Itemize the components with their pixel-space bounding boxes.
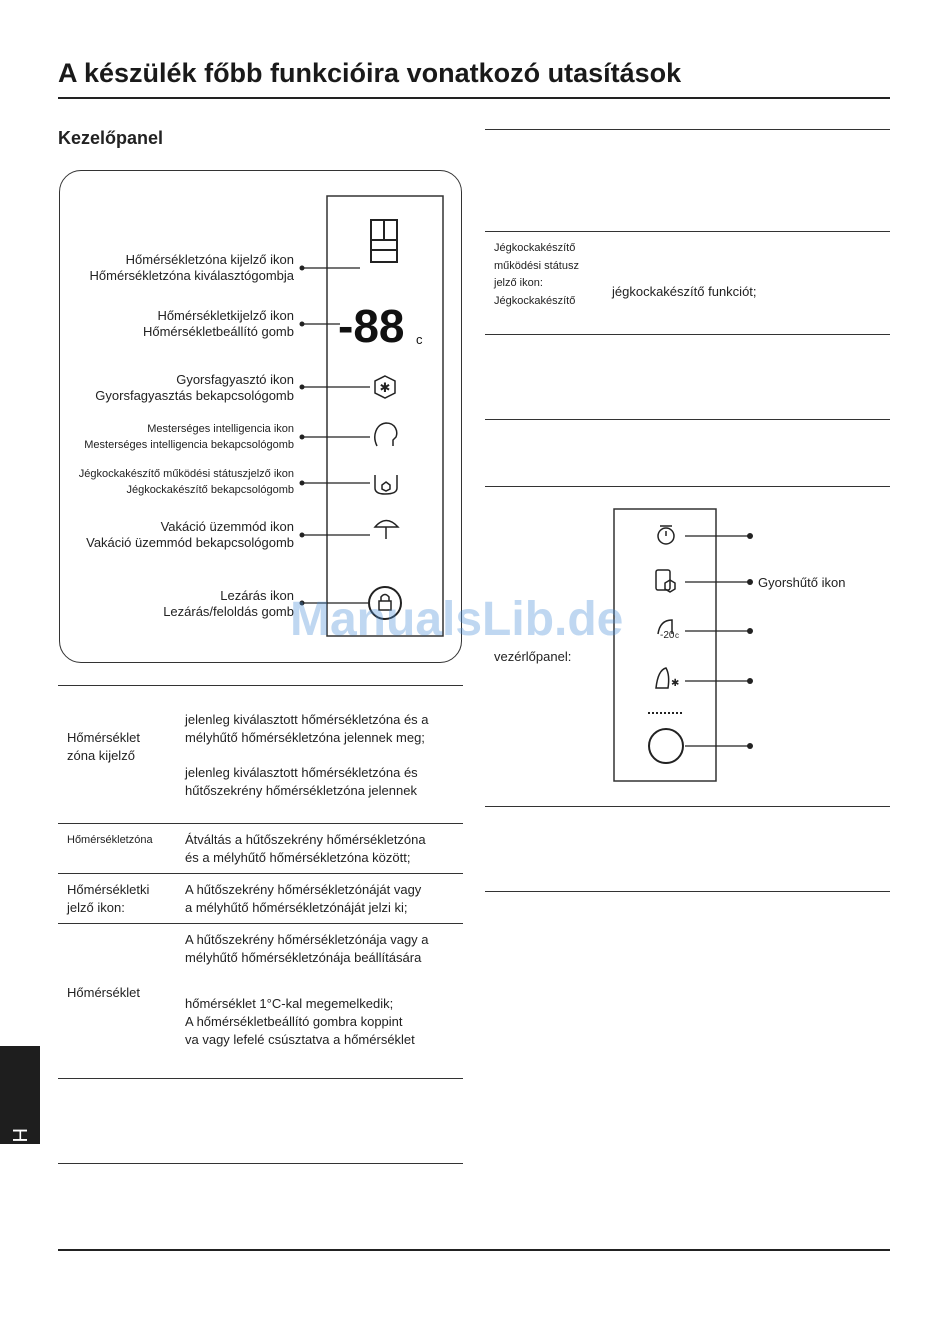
- language-tab-label: HU: [8, 1128, 30, 1157]
- table-divider: [58, 873, 463, 874]
- right-divider: [485, 129, 890, 130]
- callout-vacation: Vakáció üzemmód ikon Vakáció üzemmód bekapcsológomb: [86, 519, 294, 550]
- table-divider: [58, 1163, 463, 1164]
- callout-zone: Hőmérsékletzóna kijelző ikon Hőmérsékletzóna kiválasztógombja: [89, 252, 294, 283]
- ai-head-icon: [375, 423, 397, 446]
- section-title: Kezelőpanel: [58, 128, 164, 148]
- table-row-label: Hőmérsékletki jelző ikon:: [67, 882, 150, 915]
- table-row-text: jelenleg kiválasztott hőmérsékletzóna és a mélyhűtő hőmérsékletzóna jelennek meg; jelenleg kiválasztott hőmérsékletzóna és hűtőszekrény hőmérsékletzóna jelennek: [185, 712, 429, 798]
- second-panel-diagram: [600, 500, 880, 800]
- bell-icon: [656, 668, 669, 688]
- zone-icon: [371, 220, 397, 262]
- callout-temp: Hőmérsékletkijelző ikon Hőmérsékletbeállító gomb: [142, 308, 294, 339]
- right-divider: [485, 334, 890, 335]
- quick-cool-icon: [656, 570, 675, 592]
- right-divider: [485, 419, 890, 420]
- temp-display: -88: [338, 300, 405, 352]
- quick-cool-label: Gyorshűtő ikon: [758, 575, 846, 590]
- table-row-label: Hőmérsékletzóna: [67, 834, 153, 846]
- table-row-text: Átváltás a hűtőszekrény hőmérsékletzóna és a mélyhűtő hőmérsékletzóna között;: [185, 832, 426, 865]
- callout-icemaker: Jégkockakészítő működési státuszjelző ikon Jégkockakészítő bekapcsológomb: [78, 468, 294, 496]
- table-divider: [58, 923, 463, 924]
- panel-label: vezérlőpanel:: [494, 649, 572, 664]
- snowflake-icon: [375, 376, 395, 398]
- panel2-unit: c: [675, 631, 679, 640]
- temp-unit: c: [416, 332, 423, 347]
- ice-row-text: jégkockakészítő funkciót;: [612, 284, 757, 299]
- right-divider: [485, 231, 890, 232]
- umbrella-icon: [375, 521, 398, 540]
- watermark: ManualsLib.de: [290, 593, 624, 646]
- panel2-display: -20: [660, 630, 675, 641]
- table-divider: [58, 823, 463, 824]
- callout-ai: Mesterséges intelligencia ikon Mesterséges intelligencia bekapcsológomb: [84, 423, 294, 451]
- ice-row-label: Jégkockakészítő működési státusz jelző ikon: Jégkockakészítő: [494, 242, 579, 307]
- callout-superfreeze: Gyorsfagyasztó ikon Gyorsfagyasztás bekapcsológomb: [95, 372, 294, 403]
- timer-icon: [658, 526, 674, 544]
- table-row-text: A hűtőszekrény hőmérsékletzónája vagy a mélyhűtő hőmérsékletzónája beállítására hőmérséklet 1°C-kal megemelkedik; A hőmérsékletbeállító gombra koppint va vagy lefelé csúsztatva a hőmérséklet: [185, 932, 429, 1047]
- svg-text:✱: ✱: [379, 380, 391, 395]
- language-tab: [0, 1046, 40, 1157]
- snowflake-icon: ✱: [671, 678, 680, 689]
- right-divider: [485, 486, 890, 487]
- table-row-label: Hőmérséklet zóna kijelző: [67, 730, 140, 763]
- table-row-label: Hőmérséklet: [67, 985, 140, 1000]
- right-divider: [485, 891, 890, 892]
- table-row-text: A hűtőszekrény hőmérsékletzónáját vagy a mélyhűtő hőmérsékletzónáját jelzi ki;: [185, 882, 422, 915]
- table-divider: [58, 685, 463, 686]
- callout-lock: Lezárás ikon Lezárás/feloldás gomb: [163, 588, 294, 619]
- right-divider: [485, 806, 890, 807]
- table-divider: [58, 1078, 463, 1079]
- page-title: A készülék főbb funkcióira vonatkozó utasítások: [58, 58, 682, 88]
- footer-divider: [58, 1249, 890, 1251]
- round-button: [649, 729, 683, 763]
- ice-maker-icon: [375, 475, 397, 494]
